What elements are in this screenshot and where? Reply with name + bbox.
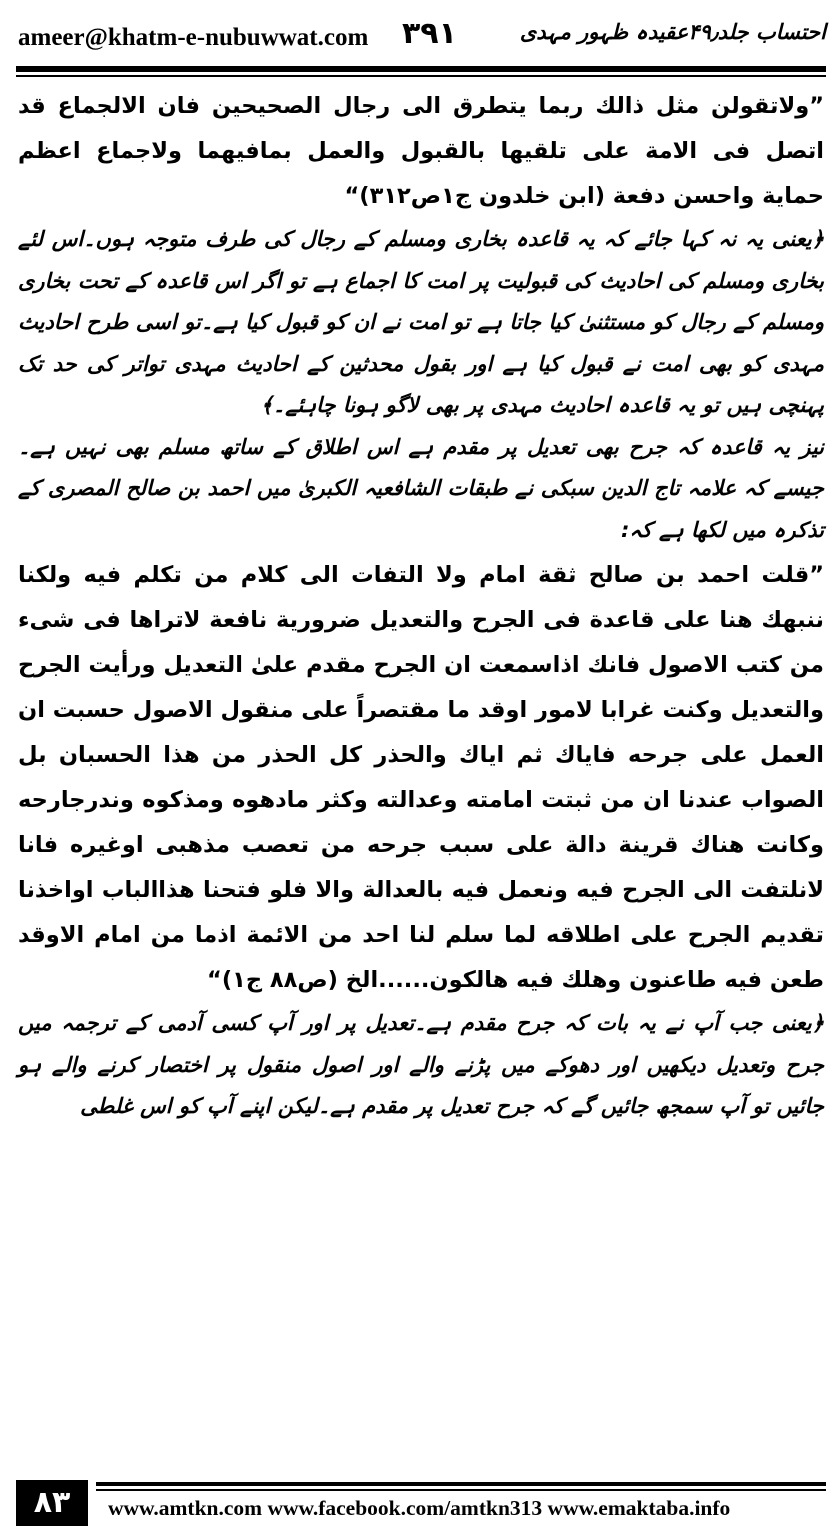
page-body <box>18 84 824 1464</box>
header-page-number: ۳۹۱ <box>402 16 457 51</box>
urdu-explanation-1: ﴿یعنی یہ نہ کہا جائے کہ یہ قاعدہ بخاری ومسلم کے رجال کی طرف متوجہ ہوں۔اس لئے بخاری ومسلم کی احادیث کی قبولیت پر امت کا اجماع ہے تو اگر اس قاعدہ کے تحت بخاری ومسلم کے رجال کو مستثنیٰ کیا جاتا ہے تو امت نے ان کو قبول کیا ہے۔تو اسی طرح احادیث مہدی کو بھی امت نے قبول کیا ہے اور بقول محدثین کے احادیث مہدی تواتر کی حد تک پہنچی ہیں تو یہ قاعدہ احادیث مہدی پر بھی لاگو ہونا چاہئے۔﴾ <box>18 227 824 417</box>
header-rule-thin <box>16 75 826 77</box>
footer-page-number: ۸۳ <box>16 1480 88 1526</box>
header-running-title: احتساب جلد۴۹٫عقیدہ ظہور مہدی <box>519 20 826 44</box>
arabic-quote-ibn-khaldun: ”ولاتقولن مثل ذالك ربما يتطرق الى رجال الصحيحين فان الالجماع قد اتصل فى الامة على تلقيها بالقبول والعمل بمافيهما ولاجماع اعظم حماية واحسن دفعة (ابن خلدون ج١ص٣١٢)“ <box>18 93 824 209</box>
arabic-quote-subki: ”قلت احمد بن صالح ثقة امام ولا التفات الى كلام من تكلم فيه ولكنا ننبهك هنا على قاعدة فى الجرح والتعديل ضرورية نافعة لاتراها فى شىء من كتب الاصول فانك اذاسمعت ان الجرح مقدم علىٰ التعديل ورأيت الجرح والتعديل وكنت غرابا لامور اوقد ما مقتصراً على منقول الاصول حسبت ان العمل على جرحه فاياك ثم اياك والحذر كل الحذر من هذا الحسبان بل الصواب عندنا ان من ثبتت امامته وعدالته وكثر مادهوه ومذكوه وندرجارحه وكانت هناك قرينة دالة على سبب جرحه من تعصب مذهبى اوغيره فانا لانلتفت الى الجرح فيه ونعمل فيه بالعدالة والا فلو فتحنا هذاالباب اواخذنا تقديم الجرح على اطلاقه لما سلم لنا احد من الائمة اذما من امام الاوقد طعن فيه طاعنون وهلك فيه هالكون......الخ (ص٨٨ ج١)“ <box>18 562 824 993</box>
urdu-paragraph-subki: نیز یہ قاعدہ کہ جرح بھی تعدیل پر مقدم ہے اس اطلاق کے ساتھ مسلم بھی نہیں ہے۔جیسے کہ علامہ تاج الدین سبکی نے طبقات الشافعیہ الکبریٰ میں احمد بن صالح المصری کے تذکرہ میں لکھا ہے کہ: <box>18 434 824 542</box>
urdu-explanation-2: ﴿یعنی جب آپ نے یہ بات کہ جرح مقدم ہے۔تعدیل پر اور آپ کسی آدمی کے ترجمہ میں جرح وتعدیل دیکھیں اور دھوکے میں پڑنے والے اور اصول منقول پر اختصار کرنے والے ہو جائیں تو آپ سمجھ جائیں گے کہ جرح تعدیل پر مقدم ہے۔لیکن اپنے آپ کو اس غلطی <box>18 1011 824 1118</box>
page-footer <box>16 1480 826 1530</box>
footer-website-links[interactable]: www.amtkn.com www.facebook.com/amtkn313 www.emaktaba.info <box>108 1496 731 1520</box>
page-header <box>18 10 826 62</box>
footer-rule-thick <box>96 1482 826 1486</box>
footer-rule-thin <box>96 1489 826 1491</box>
header-email[interactable]: ameer@khatm-e-nubuwwat.com <box>18 24 369 51</box>
header-rule-thick <box>16 66 826 72</box>
